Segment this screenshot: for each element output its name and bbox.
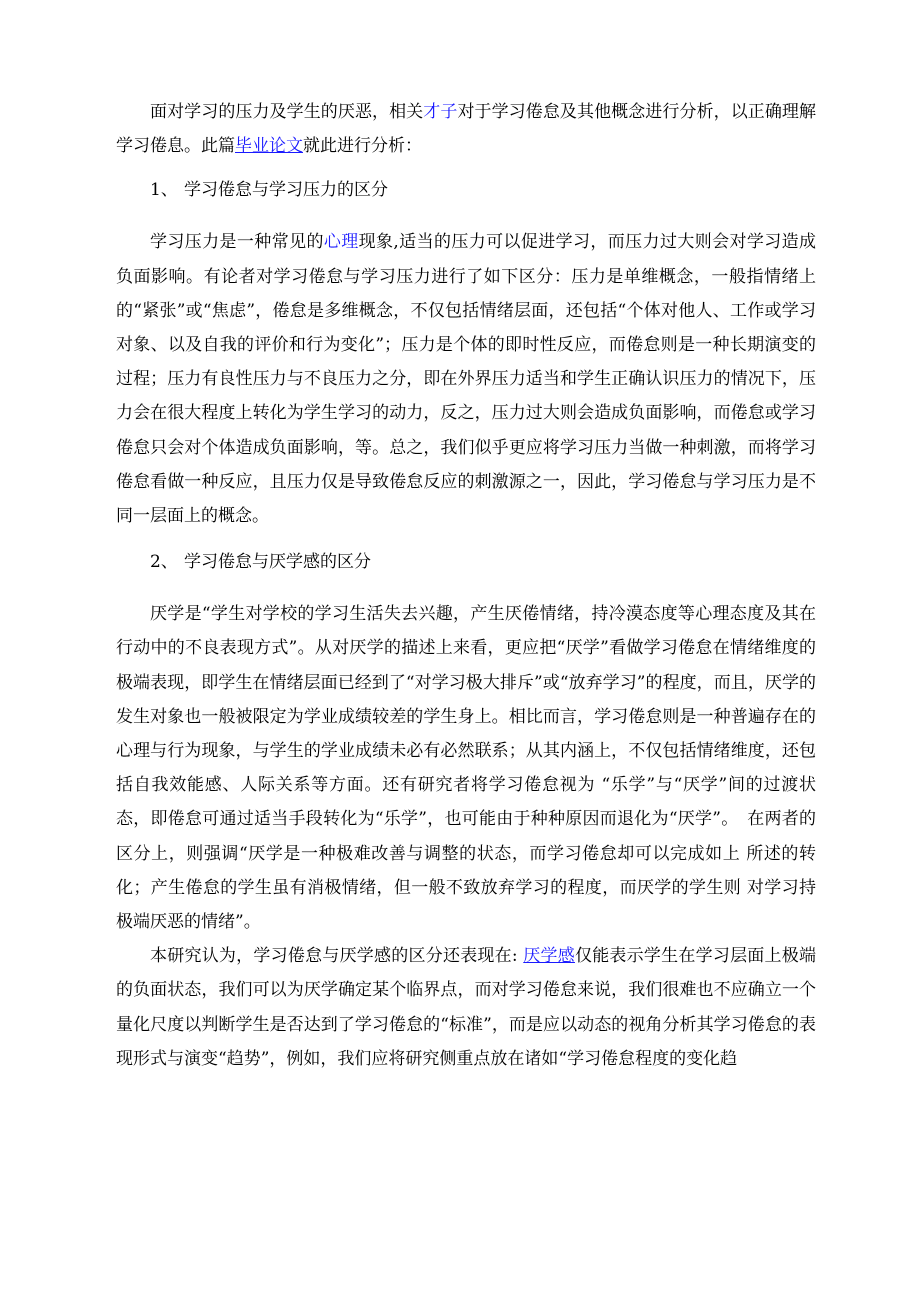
section2-paragraph-1: 厌学是“学生对学校的学习生活失去兴趣，产生厌倦情绪，持冷漠态度等心理态度及其在行动中的不良表现方式”。从对厌学的描述上来看，更应把“厌学”看做学习倦怠在情绪维度的极端表现，即学生在情绪层面已经到了“对学习极大排斥”或“放弃学习”的程度，而且，厌学的发生对象也一般被限定为学业成绩较差的学生身上。相比而言，学习倦怠则是一种普遍存在的心理与行为现象，与学生的学业成绩未必有必然联系；从其内涵上，不仅包括情绪维度，还包括自我效能感、人际关系等方面。还有研究者将学习倦怠视为 “乐学”与“厌学”间的过渡状态，即倦怠可通过适当手段转化为“乐学”，也可能由于种种原因而退化为“厌学”。 在两者的区分上，则强调“厌学是一种极难改善与调整的状态，而学习倦怠却可以完成如上 所述的转化；产生倦怠的学生虽有消极情绪，但一般不致放弃学习的程度，而厌学的学生则 对学习持极端厌恶的情绪”。 <box>116 604 816 933</box>
section1-text-1: 学习压力是一种常见的 <box>150 232 324 253</box>
intro-text-3: 就此进行分析： <box>303 136 422 157</box>
section2-title: 学习倦怠与厌学感的区分 <box>184 552 371 573</box>
section1-heading <box>116 173 816 225</box>
intro-text-1: 面对学习的压力及学生的厌恶，相关 <box>150 102 424 122</box>
link-school-aversion[interactable]: 厌学感 <box>523 946 575 967</box>
intro-text-2: 对于学习倦怠及其他概念进行分析，以正确理解学习倦息。此篇 <box>116 102 817 157</box>
link-graduation-thesis[interactable]: 毕业论文 <box>235 136 303 157</box>
section1-number: 1、 <box>150 180 178 201</box>
section2-text-1: 本研究认为，学习倦怠与厌学感的区分还表现在: <box>150 946 524 967</box>
intro-paragraph <box>116 95 816 163</box>
section2-text-2: 仅能表示学生在学习层面上极端的负面状态，我们可以为厌学确定某个临界点，而对学习倦怠来说，我们很难也不应确立一个量化尺度以判断学生是否达到了学习倦怠的“标准”，而是应以动态的视角分析其学习倦怠的表现形式与演变“趋势”，例如，我们应将研究侧重点放在诸如“学习倦怠程度的变化趋 <box>116 946 816 1069</box>
link-psychology[interactable]: 心理 <box>323 232 359 253</box>
section2-paragraph-2 <box>116 939 816 1076</box>
link-caizi[interactable]: 才子 <box>423 102 458 122</box>
section1-title: 学习倦怠与学习压力的区分 <box>184 180 388 201</box>
section1-text-2: 现象,适当的压力可以促进学习，而压力过大则会对学习造成负面影响。有论者对学习倦怠与学习压力进行了如下区分：压力是单维概念，一般指情绪上的“紧张”或“焦虑”，倦怠是多维概念，不仅包括情绪层面，还包括“个体对他人、工作或学习对象、以及自我的评价和行为变化”；压力是个体的即时性反应，而倦怠则是一种长期演变的过程；压力有良性压力与不良压力之分，即在外界压力适当和学生正确认识压力的情况下，压力会在很大程度上转化为学生学习的动力，反之，压力过大则会造成负面影响，而倦怠或学习倦怠只会对个体造成负面影响，等。总之，我们似乎更应将学习压力当做一种刺激，而将学习倦怠看做一种反应，且压力仅是导致倦怠反应的刺激源之一，因此，学习倦怠与学习压力是不同一层面上的概念。 <box>116 232 817 527</box>
document-page <box>116 95 816 1076</box>
section1-paragraph <box>116 225 816 533</box>
section2-heading <box>116 545 816 597</box>
section2-number: 2、 <box>150 552 178 573</box>
